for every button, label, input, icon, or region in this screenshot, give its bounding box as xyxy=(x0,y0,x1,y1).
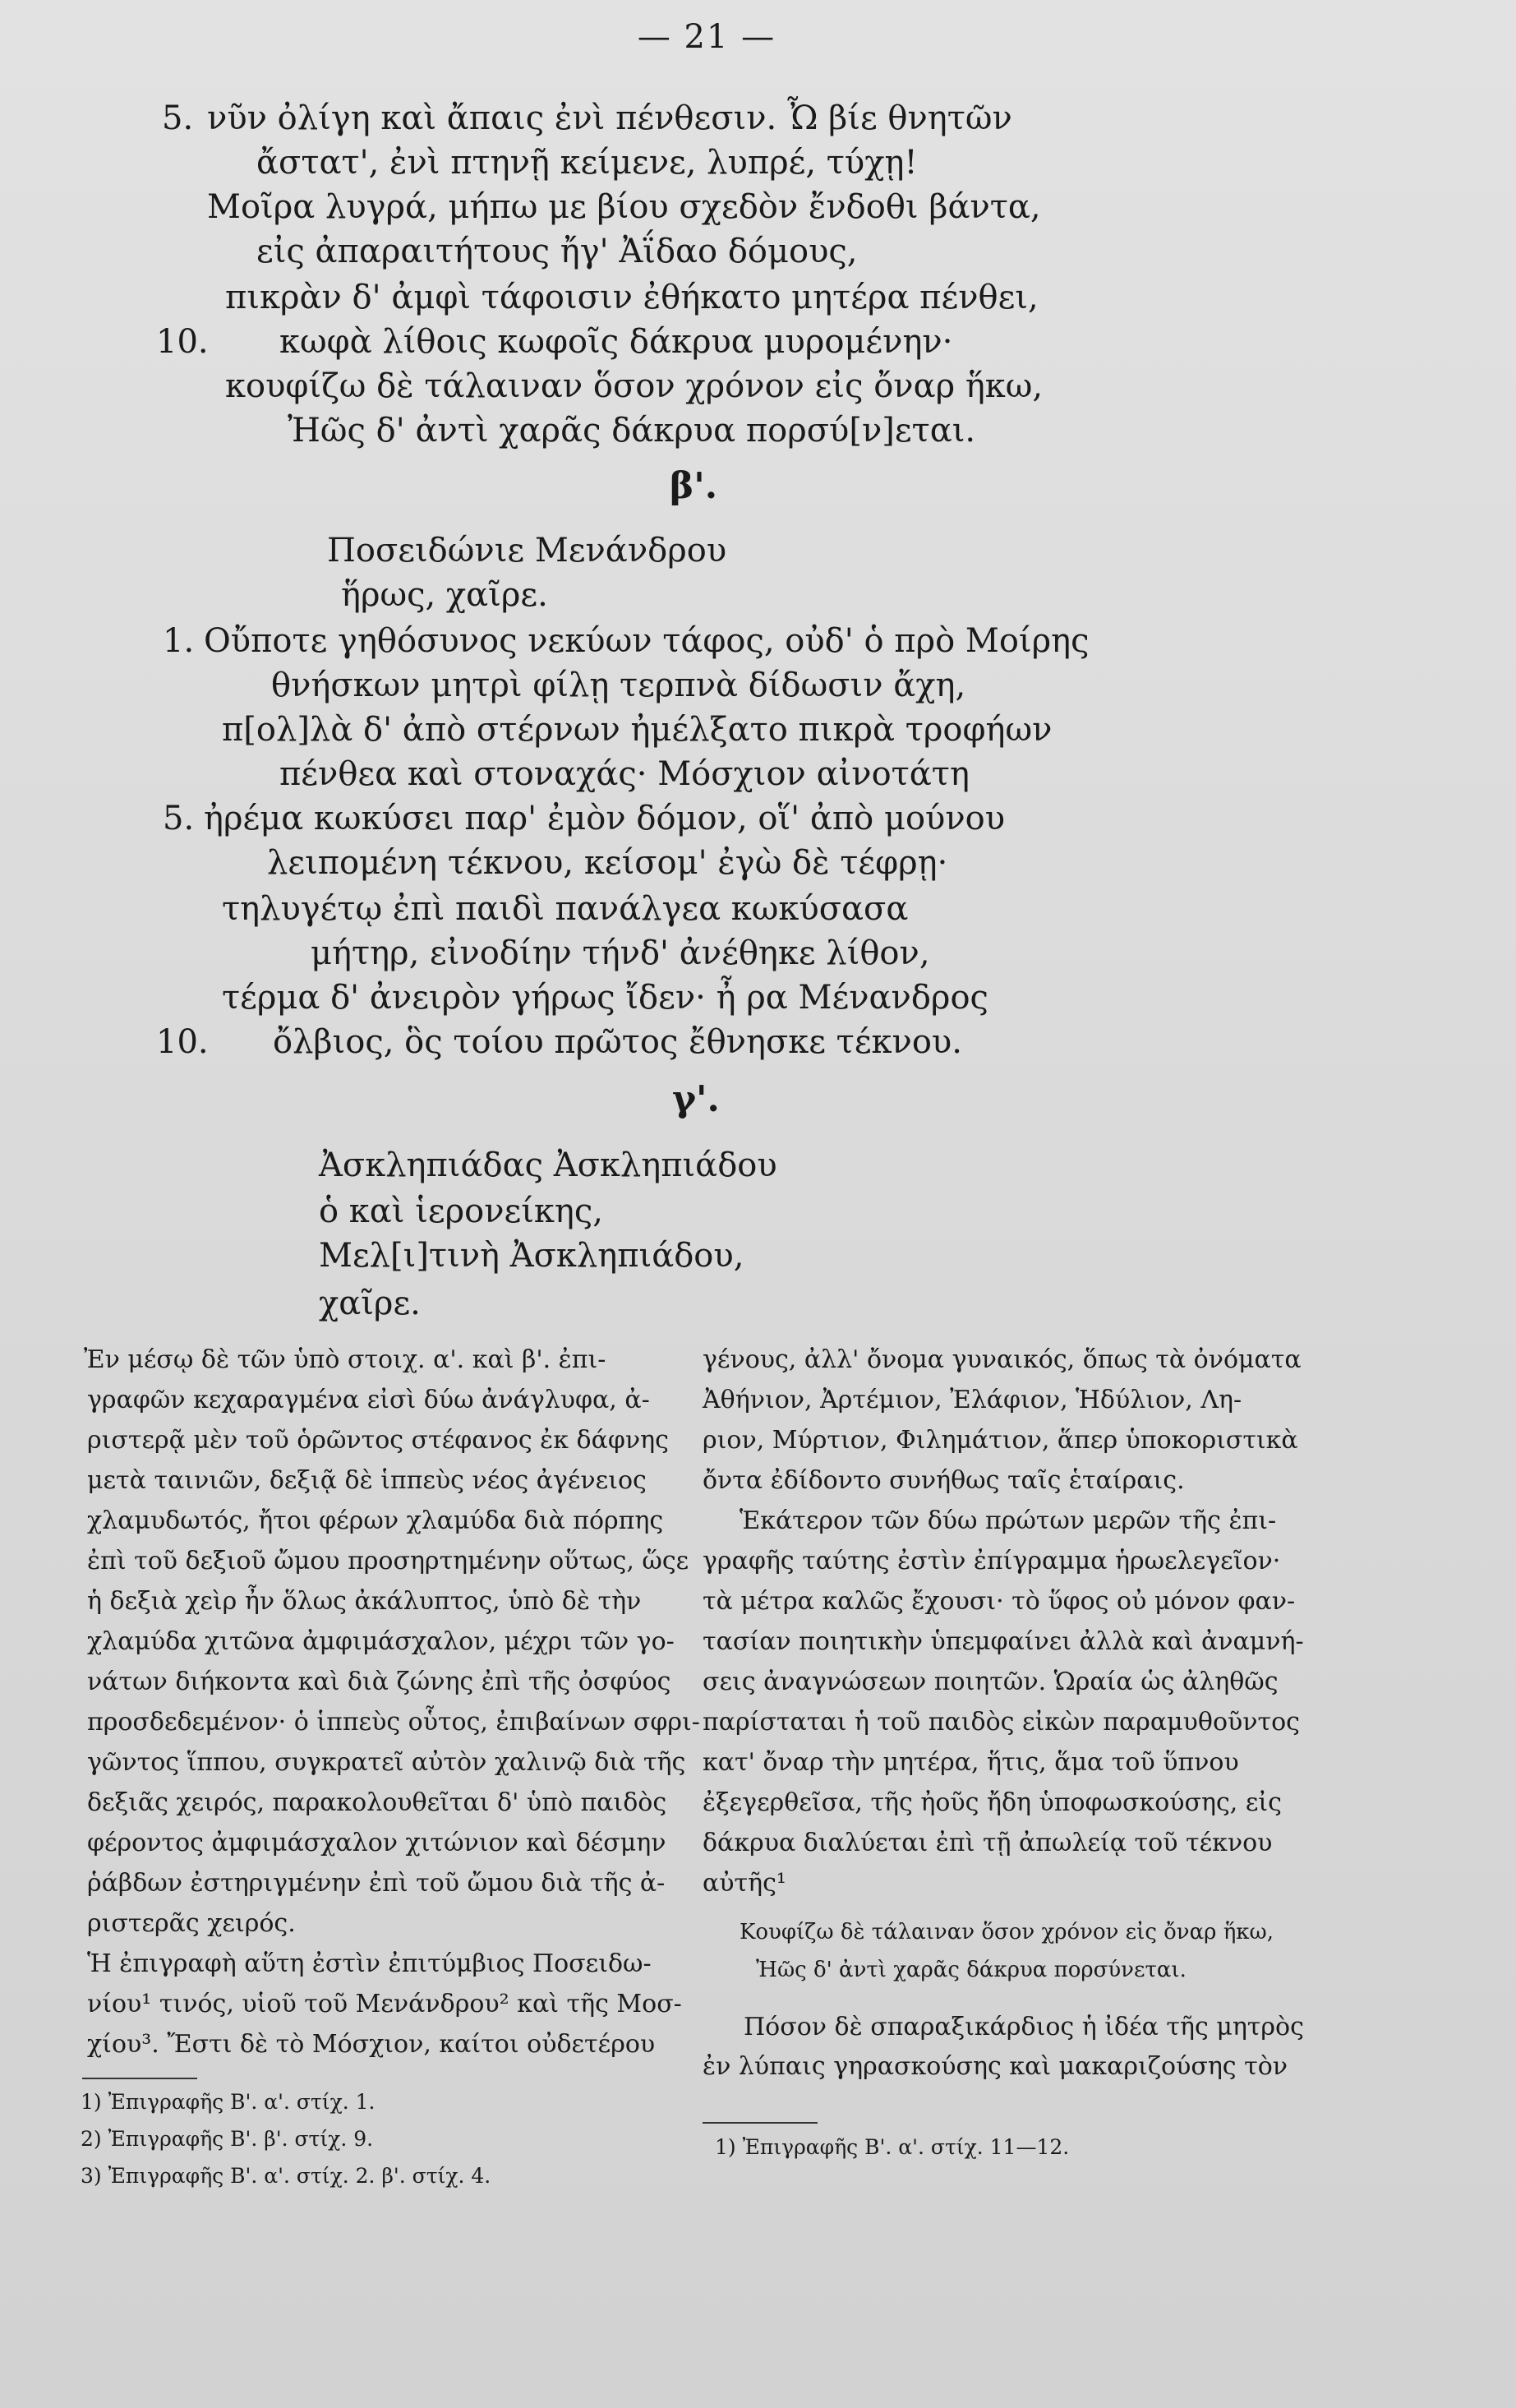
commentary-line: χίου³. Ἔστι δὲ τὸ Μόσχιον, καίτοι οὐδετέρου xyxy=(87,2030,656,2059)
commentary-line: ὄντα ἐδίδοντο συνήθως ταῖς ἑταίραις. xyxy=(703,1466,1185,1495)
verse-line: τέρμα δ' ἀνειρὸν γήρως ἴδεν· ἦ ρα Μένανδρος xyxy=(222,979,988,1017)
section-heading: β'. xyxy=(670,465,718,507)
commentary-line: ἡ δεξιὰ χεὶρ ἦν ὅλως ἀκάλυπτος, ὑπὸ δὲ τὴν xyxy=(87,1587,642,1616)
commentary-line: δάκρυα διαλύεται ἐπὶ τῇ ἀπωλείᾳ τοῦ τέκνου xyxy=(703,1829,1273,1857)
verse-line: ἠρέμα κωκύσει παρ' ἐμὸν δόμον, οἵ' ἀπὸ μούνου xyxy=(204,800,1006,837)
commentary-line: προσδεδεμένον· ὁ ἱππεὺς οὗτος, ἐπιβαίνων σφρι- xyxy=(87,1708,700,1737)
quoted-verse: Κουφίζω δὲ τάλαιναν ὅσον χρόνον εἰς ὄναρ ἥκω, xyxy=(740,1920,1274,1944)
line-number: 5. xyxy=(163,800,195,837)
footnote: 1) Ἐπιγραφῆς Β'. α'. στίχ. 1. xyxy=(81,2090,376,2114)
address-line: ὁ καὶ ἱερονείκης, xyxy=(319,1192,604,1230)
footnote: 1) Ἐπιγραφῆς Β'. α'. στίχ. 11—12. xyxy=(715,2135,1070,2159)
verse-line: μήτηρ, εἰνοδίην τήνδ' ἀνέθηκε λίθον, xyxy=(311,934,930,972)
footnote-rule xyxy=(82,2078,197,2079)
commentary-line: γραφῶν κεχαραγμένα εἰσὶ δύω ἀνάγλυφα, ἀ- xyxy=(87,1386,650,1414)
footnote: 2) Ἐπιγραφῆς Β'. β'. στίχ. 9. xyxy=(81,2127,374,2151)
page-number: — 21 — xyxy=(637,18,776,56)
line-number: 10. xyxy=(156,1023,209,1061)
commentary-line: γραφῆς ταύτης ἐστὶν ἐπίγραμμα ἡρωελεγεῖον· xyxy=(703,1547,1281,1575)
commentary-line: χλαμύδα χιτῶνα ἀμφιμάσχαλον, μέχρι τῶν γο- xyxy=(87,1627,675,1656)
verse-line: θνήσκων μητρὶ φίλῃ τερπνὰ δίδωσιν ἄχη, xyxy=(271,667,966,704)
line-number: 10. xyxy=(156,323,209,361)
address-line: ἥρως, χαῖρε. xyxy=(341,576,548,614)
commentary-line: χλαμυδωτός, ἤτοι φέρων χλαμύδα διὰ πόρπης xyxy=(87,1506,664,1535)
commentary-line: αὐτῆς¹ xyxy=(703,1869,786,1898)
commentary-line: ἐπὶ τοῦ δεξιοῦ ὤμου προσηρτημένην οὕτως, ὥςε xyxy=(87,1547,689,1575)
footnote: 3) Ἐπιγραφῆς Β'. α'. στίχ. 2. β'. στίχ. 4. xyxy=(81,2164,491,2188)
address-line: Μελ[ι]τινὴ Ἀσκληπιάδου, xyxy=(319,1237,744,1275)
section-heading: γ'. xyxy=(672,1078,720,1120)
commentary-line: Πόσον δὲ σπαραξικάρδιος ἡ ἰδέα τῆς μητρὸς xyxy=(744,2013,1304,2041)
line-number: 5. xyxy=(162,99,194,137)
verse-line: Ἠῶς δ' ἀντὶ χαρᾶς δάκρυα πορσύ[ν]εται. xyxy=(288,412,976,450)
verse-line: τηλυγέτῳ ἐπὶ παιδὶ πανάλγεα κωκύσασα xyxy=(222,890,909,928)
verse-line: κουφίζω δὲ τάλαιναν ὅσον χρόνον εἰς ὄναρ ἥκω, xyxy=(225,367,1044,405)
verse-line: νῦν ὀλίγη καὶ ἄπαις ἐνὶ πένθεσιν. Ὦ βίε θνητῶν xyxy=(207,99,1012,137)
verse-line: ὄλβιος, ὃς τοίου πρῶτος ἔθνησκε τέκνου. xyxy=(273,1023,962,1061)
commentary-line: μετὰ ταινιῶν, δεξιᾷ δὲ ἱππεὺς νέος ἀγένειος xyxy=(87,1466,647,1495)
verse-line: Οὔποτε γηθόσυνος νεκύων τάφος, οὐδ' ὁ πρὸ Μοίρης xyxy=(204,622,1090,660)
verse-line: κωφὰ λίθοις κωφοῖς δάκρυα μυρομένην· xyxy=(279,323,953,361)
commentary-line: Ἡ ἐπιγραφὴ αὕτη ἐστὶν ἐπιτύμβιος Ποσειδω- xyxy=(87,1949,652,1978)
verse-line: Μοῖρα λυγρά, μήπω με βίου σχεδὸν ἔνδοθι βάντα, xyxy=(207,188,1041,226)
verse-line: π[ολ]λὰ δ' ἀπὸ στέρνων ἠμέλξατο πικρὰ τροφήων xyxy=(222,711,1053,749)
commentary-line: παρίσταται ἡ τοῦ παιδὸς εἰκὼν παραμυθοῦντος xyxy=(703,1708,1300,1737)
verse-line: ἄστατ', ἐνὶ πτηνῇ κείμενε, λυπρέ, τύχῃ! xyxy=(256,144,918,182)
verse-line: πένθεα καὶ στοναχάς· Μόσχιον αἰνοτάτη xyxy=(279,755,970,793)
commentary-line: σεις ἀναγνώσεων ποιητῶν. Ὡραία ὡς ἀληθῶς xyxy=(703,1668,1279,1696)
verse-line: λειπομένη τέκνου, κείσομ' ἐγὼ δὲ τέφρῃ· xyxy=(267,844,948,882)
commentary-line: κατ' ὄναρ τὴν μητέρα, ἥτις, ἅμα τοῦ ὕπνου xyxy=(703,1748,1239,1777)
commentary-line: τασίαν ποιητικὴν ὑπεμφαίνει ἀλλὰ καὶ ἀναμνή- xyxy=(703,1627,1304,1656)
commentary-line: Ἐν μέσῳ δὲ τῶν ὑπὸ στοιχ. α'. καὶ β'. ἐπι- xyxy=(84,1345,606,1374)
address-line: Ἀσκληπιάδας Ἀσκληπιάδου xyxy=(319,1146,777,1184)
address-line: Ποσειδώνιε Μενάνδρου xyxy=(327,532,727,570)
commentary-line: γῶντος ἵππου, συγκρατεῖ αὐτὸν χαλινῷ διὰ τῆς xyxy=(87,1748,686,1777)
commentary-line: ῥάβδων ἐστηριγμένην ἐπὶ τοῦ ὤμου διὰ τῆς ἀ- xyxy=(87,1869,666,1898)
verse-line: εἰς ἀπαραιτήτους ἤγ' Ἀΐδαο δόμους, xyxy=(256,233,858,270)
commentary-line: ἐν λύπαις γηρασκούσης καὶ μακαριζούσης τὸν xyxy=(703,2052,1288,2081)
commentary-line: δεξιᾶς χειρός, παρακολουθεῖται δ' ὑπὸ παιδὸς xyxy=(87,1788,667,1817)
verse-line: πικρὰν δ' ἀμφὶ τάφοισιν ἐθήκατο μητέρα πένθει, xyxy=(225,279,1039,316)
commentary-line: Ἑκάτερον τῶν δύω πρώτων μερῶν τῆς ἐπι- xyxy=(740,1506,1277,1535)
commentary-line: ριον, Μύρτιον, Φιλημάτιον, ἅπερ ὑποκοριστικὰ xyxy=(703,1426,1298,1455)
commentary-line: ριστερᾷ μὲν τοῦ ὁρῶντος στέφανος ἐκ δάφνης xyxy=(87,1426,669,1455)
line-number: 1. xyxy=(163,622,195,660)
commentary-line: ριστερᾶς χειρός. xyxy=(87,1909,296,1938)
commentary-line: γένους, ἀλλ' ὄνομα γυναικός, ὅπως τὰ ὀνόματα xyxy=(703,1345,1302,1374)
commentary-line: φέροντος ἀμφιμάσχαλον χιτώνιον καὶ δέσμην xyxy=(87,1829,666,1857)
commentary-line: νάτων διήκοντα καὶ διὰ ζώνης ἐπὶ τῆς ὀσφύος xyxy=(87,1668,671,1696)
commentary-line: Ἀθήνιον, Ἀρτέμιον, Ἐλάφιον, Ἡδύλιον, Λη- xyxy=(703,1386,1242,1414)
commentary-line: νίου¹ τινός, υἱοῦ τοῦ Μενάνδρου² καὶ τῆς Μοσ- xyxy=(87,1990,682,2018)
footnote-rule xyxy=(703,2122,818,2124)
commentary-line: ἐξεγερθεῖσα, τῆς ἠοῦς ἤδη ὑποφωσκούσης, εἰς xyxy=(703,1788,1282,1817)
commentary-line: τὰ μέτρα καλῶς ἔχουσι· τὸ ὕφος οὐ μόνον φαν- xyxy=(703,1587,1296,1616)
quoted-verse: Ἠῶς δ' ἀντὶ χαρᾶς δάκρυα πορσύνεται. xyxy=(756,1958,1187,1982)
address-line: χαῖρε. xyxy=(319,1285,421,1322)
